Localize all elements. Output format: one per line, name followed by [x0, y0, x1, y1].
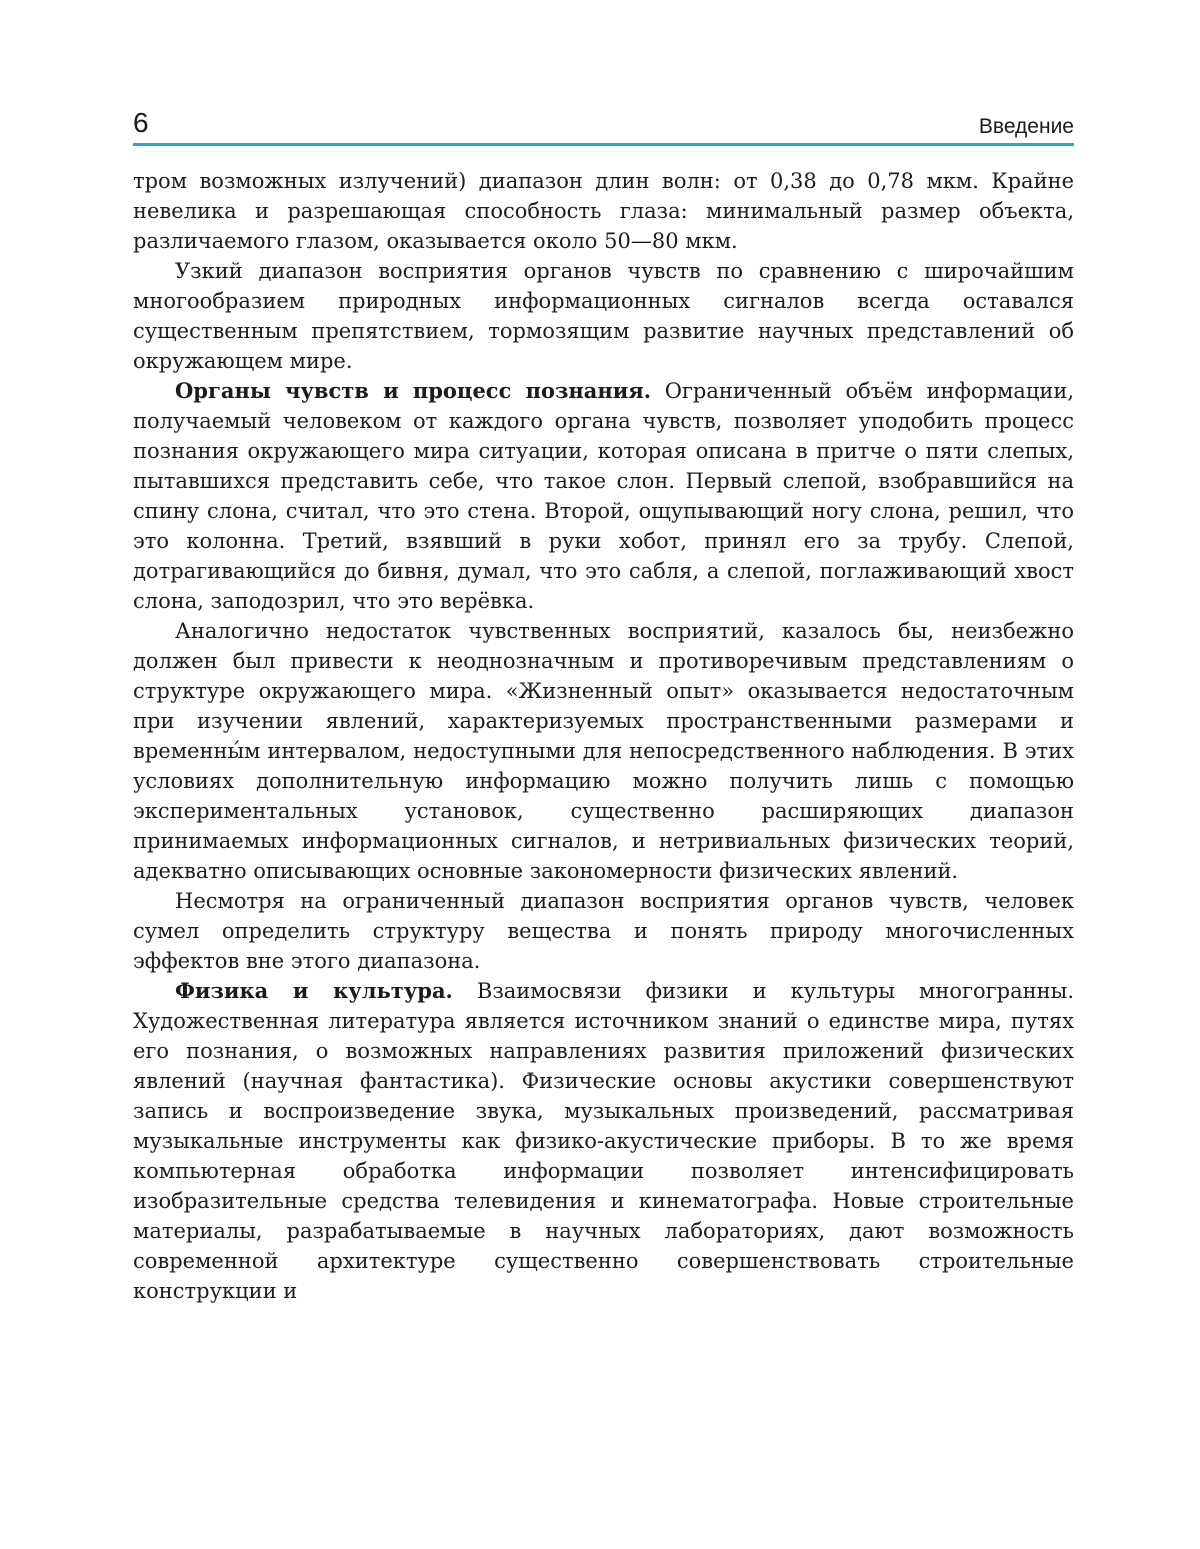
- paragraph: [133, 886, 1074, 976]
- run-in-heading: Физика и культура.: [175, 978, 453, 1003]
- textbook-page: [133, 105, 1074, 1306]
- body-text: [133, 166, 1074, 1306]
- running-header: [133, 105, 1074, 146]
- paragraph-continued: [133, 166, 1074, 256]
- paragraph-senses-and-cognition: [133, 376, 1074, 616]
- paragraph-physics-and-culture: [133, 976, 1074, 1306]
- paragraph: [133, 616, 1074, 886]
- paragraph-text: тром возможных излучений) диапазон длин волн: от 0,38 до 0,78 мкм. Крайне невелика и разрешающая способность глаза: минимальный размер объекта, различаемого глазом, оказывается около 50—80 мкм.: [133, 169, 1074, 253]
- paragraph-text: Ограниченный объём информации, получаемый человеком от каждого органа чувств, позволяет уподобить процесс познания окружающего мира ситуации, которая описана в притче о пяти слепых, пытавшихся представить себе, что такое слон. Первый слепой, взобравшийся на спину слона, считал, что это стена. Второй, ощупывающий ногу слона, решил, что это колонна. Третий, взявший в руки хобот, принял его за трубу. Слепой, дотрагивающийся до бивня, думал, что это сабля, а слепой, поглаживающий хвост слона, заподозрил, что это верёвка.: [133, 379, 1074, 613]
- paragraph-text: Несмотря на ограниченный диапазон восприятия органов чувств, человек сумел определить структуру вещества и понять природу многочисленных эффектов вне этого диапазона.: [133, 889, 1074, 973]
- paragraph-text: Аналогично недостаток чувственных восприятий, казалось бы, неизбежно должен был привести к неоднозначным и противоречивым представлениям о структуре окружающего мира. «Жизненный опыт» оказывается недостаточным при изучении явлений, характеризуемых пространственными размерами и временны́м интервалом, недоступными для непосредственного наблюдения. В этих условиях дополнительную информацию можно получить лишь с помощью экспериментальных установок, существенно расширяющих диапазон принимаемых информационных сигналов, и нетривиальных физических теорий, адекватно описывающих основные закономерности физических явлений.: [133, 619, 1074, 883]
- section-title: Введение: [978, 115, 1074, 138]
- paragraph-text: Узкий диапазон восприятия органов чувств по сравнению с широчайшим многообразием природных информационных сигналов всегда оставался существенным препятствием, тормозящим развитие научных представлений об окружающем мире.: [133, 259, 1074, 373]
- paragraph: [133, 256, 1074, 376]
- paragraph-text: Взаимосвязи физики и культуры многогранны. Художественная литература является источником знаний о единстве мира, путях его познания, о возможных направлениях развития приложений физических явлений (научная фантастика). Физические основы акустики совершенствуют запись и воспроизведение звука, музыкальных произведений, рассматривая музыкальные инструменты как физико-акустические приборы. В то же время компьютерная обработка информации позволяет интенсифицировать изобразительные средства телевидения и кинематографа. Новые строительные материалы, разрабатываемые в научных лабораториях, дают возможность современной архитектуре существенно совершенствовать строительные конструкции и: [133, 979, 1075, 1303]
- run-in-heading: Органы чувств и процесс познания.: [175, 378, 652, 403]
- page-number: 6: [133, 107, 149, 138]
